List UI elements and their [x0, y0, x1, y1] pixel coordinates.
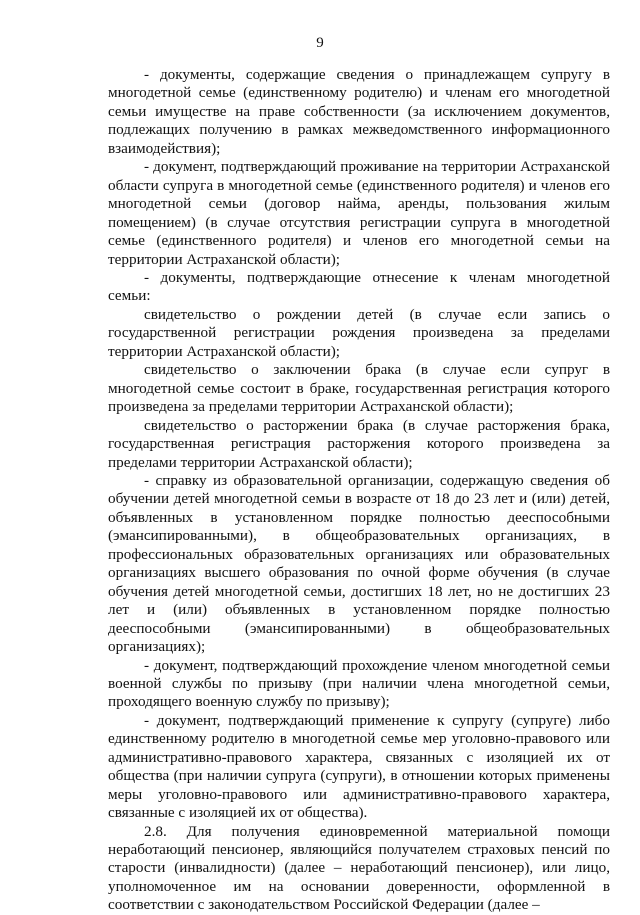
- paragraph-section-2-8: 2.8. Для получения единовременной материальной помощи неработающий пенсионер, являющийся получателем страховых пенсий по старости (инвалидности) (далее – неработающий пенсионер), или лицо, уполномоченное им на основании доверенности, оформленной в соответствии с законодательством Российской Федерации (далее –: [108, 822, 610, 914]
- paragraph-marriage-certificate: свидетельство о заключении брака (в случае если супруг в многодетной семье состоит в браке, государственная регистрация которого произведена за пределами территории Астраханской области);: [108, 361, 610, 416]
- page-number: 9: [316, 35, 324, 51]
- paragraph-birth-certificate: свидетельство о рождении детей (в случае если запись о государственной регистрации рождения произведена за пределами территории Астраханской области);: [108, 305, 610, 360]
- paragraph-military-service-document: - документ, подтверждающий прохождение членом многодетной семьи военной службы по призыву (при наличии члена многодетной семьи, проходящего военную службу по призыву);: [108, 656, 610, 711]
- paragraph-isolation-measures-document: - документ, подтверждающий применение к супругу (супруге) либо единственному родителю в многодетной семье мер уголовно-правового или административно-правового характера, связанных с изоляцией их от общества (при наличии супруга (супруги), в отношении которых применены меры уголовно-правового или административно-правового характера, связанные с изоляцией их от общества).: [108, 711, 610, 822]
- paragraph-divorce-certificate: свидетельство о расторжении брака (в случае расторжения брака, государственная регистрация расторжения которого произведена за пределами территории Астраханской области);: [108, 416, 610, 471]
- paragraph-property-documents: - документы, содержащие сведения о принадлежащем супругу в многодетной семье (единственному родителю) и членам его многодетной семьи имуществе на праве собственности (за исключением документов, подлежащих получению в рамках межведомственного информационного взаимодействия);: [108, 66, 610, 157]
- paragraph-residence-document: - документ, подтверждающий проживание на территории Астраханской области супруга в многодетной семье (единственного родителя) и членов его многодетной семьи (договор найма, аренды, пользования жилым помещением) (в случае отсутствия регистрации супруга в многодетной семье (единственного родителя) и членов его многодетной семьи на территории Астраханской области);: [108, 158, 610, 268]
- paragraph-family-membership-documents: - документы, подтверждающие отнесение к членам многодетной семьи:: [108, 268, 610, 305]
- document-body: [108, 66, 610, 915]
- paragraph-education-certificate: - справку из образовательной организации, содержащую сведения об обучении детей многодетной семьи в возрасте от 18 до 23 лет и (или) детей, объявленных в установленном порядке полностью дееспособными (эмансипированными), в общеобразовательных организациях, в профессиональных образовательных организациях или образовательных организациях высшего образования по очной форме обучения (в случае обучения детей многодетной семьи, достигших 18 лет, но не достигших 23 лет и (или) объявленных в установленном порядке полностью дееспособными (эмансипированными) в общеобразовательных организациях);: [108, 471, 610, 656]
